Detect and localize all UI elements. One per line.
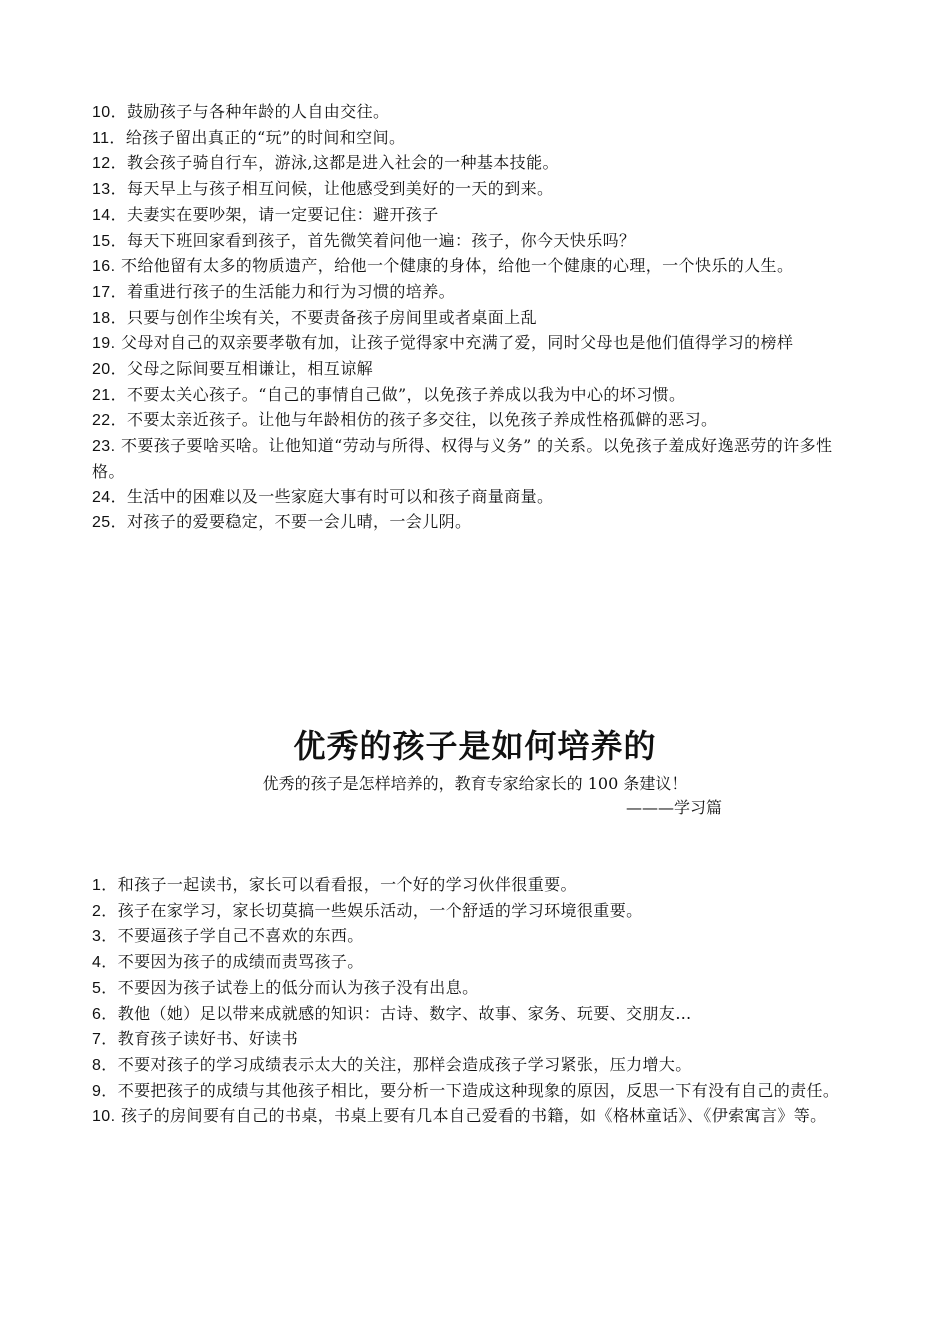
list-item <box>92 254 862 280</box>
item-number: 15． <box>92 232 127 250</box>
section-subtitle: 优秀的孩子是怎样培养的，教育专家给家长的 100 条建议！ <box>262 774 688 793</box>
item-number: 18． <box>92 309 127 327</box>
item-text: 不要把孩子的成绩与其他孩子相比，要分析一下造成这种现象的原因，反思一下有没有自己的责任。 <box>117 1080 840 1100</box>
item-number: 10． <box>92 104 127 121</box>
list-item <box>92 1104 862 1130</box>
item-number: 5． <box>92 979 118 997</box>
list-item <box>92 1079 862 1105</box>
item-number: 22． <box>92 412 127 430</box>
item-number: 8． <box>92 1056 118 1074</box>
list-item <box>92 899 862 925</box>
item-text: 每天下班回家看到孩子，首先微笑着问他一遍：孩子，你今天快乐吗？ <box>127 230 636 250</box>
item-number: 10. <box>92 1108 116 1126</box>
list-item <box>92 203 862 229</box>
section-title: 优秀的孩子是如何培养的 <box>293 727 657 765</box>
advice-list-study <box>92 873 862 1130</box>
item-text: 鼓励孩子与各种年龄的人自由交往。 <box>127 102 390 121</box>
item-text: 不要太亲近孩子。让他与年龄相仿的孩子多交往，以免孩子养成性格孤僻的恶习。 <box>127 410 718 430</box>
list-item <box>92 280 862 306</box>
item-text: 父母对自己的双亲要孝敬有加，让孩子觉得家中充满了爱，同时父母也是他们值得学习的榜样 <box>115 333 794 353</box>
list-item <box>92 383 862 409</box>
item-text: 孩子的房间要有自己的书桌，书桌上要有几本自己爱看的书籍，如《格林童话》、《伊索寓言》等。 <box>115 1106 827 1126</box>
list-item <box>92 510 862 536</box>
item-text: 孩子在家学习，家长切莫搞一些娱乐活动，一个舒适的学习环境很重要。 <box>117 900 643 920</box>
item-number: 25． <box>92 514 127 532</box>
item-text: 不要对孩子的学习成绩表示太大的关注，那样会造成孩子学习紧张，压力增大。 <box>117 1054 692 1074</box>
list-item <box>92 434 862 484</box>
list-item <box>92 1053 862 1079</box>
item-text: 对孩子的爱要稳定，不要一会儿晴，一会儿阴。 <box>127 512 472 532</box>
item-text: 不要因为孩子的成绩而责骂孩子。 <box>117 952 364 972</box>
item-text: 不要因为孩子试卷上的低分而认为孩子没有出息。 <box>117 977 479 997</box>
item-text: 父母之际间要互相谦让，相互谅解 <box>127 359 374 379</box>
list-item <box>92 950 862 976</box>
item-number: 11． <box>92 129 126 147</box>
item-number: 16. <box>92 258 116 276</box>
item-text: 不给他留有太多的物质遗产，给他一个健康的身体，给他一个健康的心理，一个快乐的人生。 <box>115 256 794 276</box>
item-number: 4． <box>92 954 118 972</box>
list-item <box>92 408 862 434</box>
item-number: 12． <box>92 155 127 173</box>
list-item <box>92 126 862 152</box>
list-item <box>92 873 862 899</box>
item-text: 每天早上与孩子相互问候，让他感受到美好的一天的到来。 <box>127 179 554 199</box>
item-number: 17． <box>92 283 127 301</box>
item-number: 23. <box>92 438 116 456</box>
item-text: 教他（她）足以带来成就感的知识：古诗、数字、故事、家务、玩要、交朋友… <box>117 1003 692 1023</box>
item-number: 14． <box>92 206 127 224</box>
item-text: 生活中的困难以及一些家庭大事有时可以和孩子商量商量。 <box>127 486 554 506</box>
item-text: 着重进行孩子的生活能力和行为习惯的培养。 <box>127 281 456 301</box>
item-number: 21． <box>92 386 127 404</box>
advice-list-part-one <box>92 100 862 536</box>
item-text: 只要与创作尘埃有关，不要责备孩子房间里或者桌面上乱 <box>127 307 538 327</box>
list-item <box>92 229 862 255</box>
item-number: 1． <box>92 877 118 894</box>
item-number: 13． <box>92 181 127 199</box>
list-item <box>92 151 862 177</box>
list-item <box>92 1027 862 1053</box>
item-text: 不要太关心孩子。“自己的事情自己做”，以免孩子养成以我为中心的坏习惯。 <box>127 384 686 404</box>
list-item <box>92 485 862 511</box>
item-number: 20． <box>92 361 127 379</box>
item-text: 不要逼孩子学自己不喜欢的东西。 <box>117 926 364 946</box>
item-text: 教育孩子读好书、好读书 <box>117 1029 299 1049</box>
list-item <box>92 331 862 357</box>
list-item <box>92 100 862 126</box>
list-item <box>92 924 862 950</box>
list-item <box>92 1002 862 1028</box>
item-text: 教会孩子骑自行车，游泳,这都是进入社会的一种基本技能。 <box>127 153 559 173</box>
list-item <box>92 177 862 203</box>
item-number: 9． <box>92 1082 118 1100</box>
item-text: 给孩子留出真正的“玩”的时间和空间。 <box>125 127 406 147</box>
item-text: 不要孩子要啥买啥。让他知道“劳动与所得、权得与义务” 的关系。以免孩子羞成好逸恶劳的许多性格。 <box>92 436 833 481</box>
item-text: 和孩子一起读书，家长可以看看报，一个好的学习伙伴很重要。 <box>117 875 577 894</box>
item-number: 3． <box>92 928 118 946</box>
item-text: 夫妻实在要吵架，请一定要记住：避开孩子 <box>127 204 439 224</box>
item-number: 6． <box>92 1005 118 1023</box>
item-number: 24． <box>92 488 127 506</box>
item-number: 7． <box>92 1031 118 1049</box>
item-number: 19. <box>92 335 116 353</box>
list-item <box>92 976 862 1002</box>
item-number: 2． <box>92 902 118 920</box>
section-byline: ———学习篇 <box>625 798 722 817</box>
list-item <box>92 357 862 383</box>
list-item <box>92 306 862 332</box>
